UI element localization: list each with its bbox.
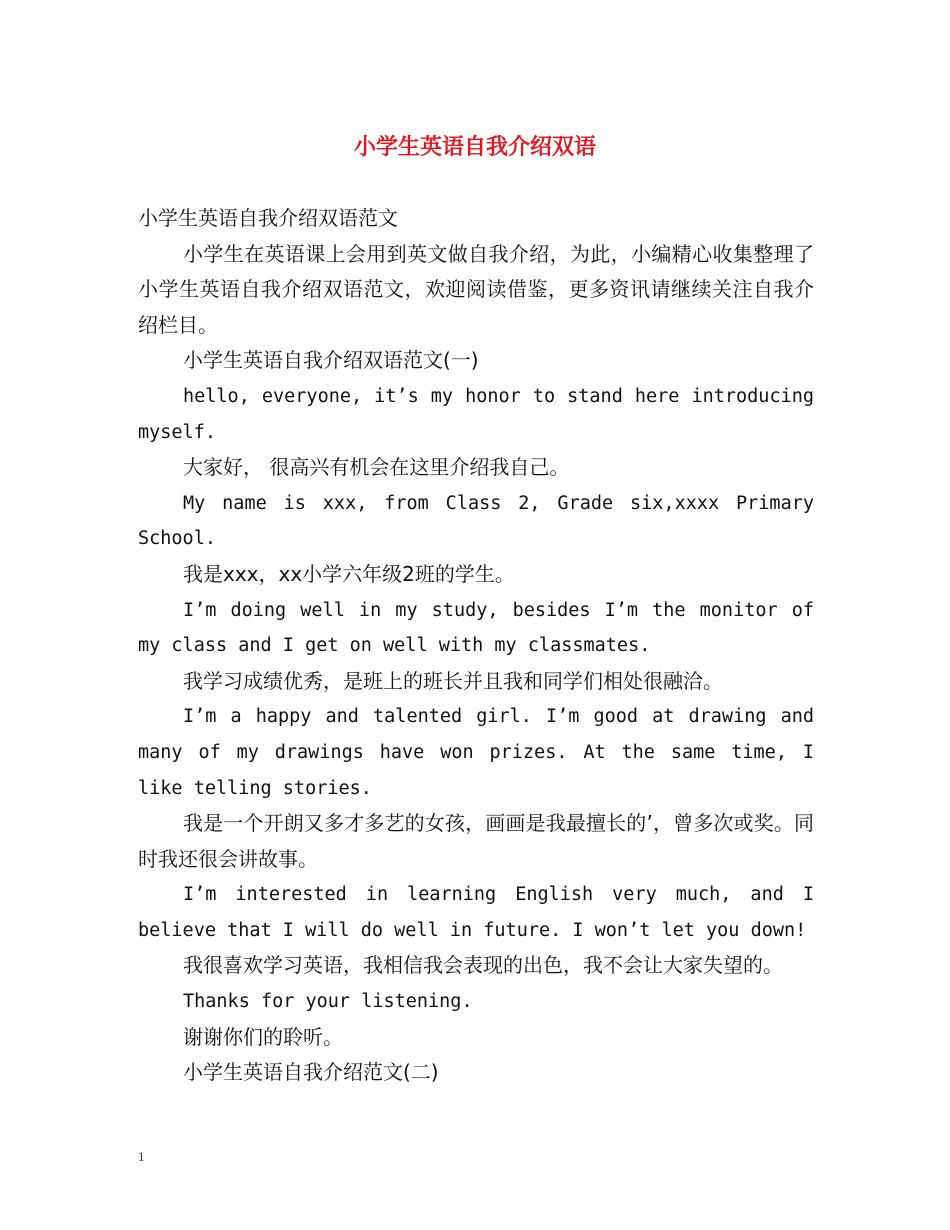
- paragraph: Thanks for your listening.: [183, 991, 473, 1013]
- document-title: 小学生英语自我介绍双语: [353, 135, 596, 160]
- page-number: 1: [138, 1149, 145, 1164]
- paragraph: 小学生英语自我介绍范文(二): [183, 1060, 439, 1085]
- paragraph: 我是一个开朗又多才多艺的女孩，画画是我最擅长的’，曾多次或奖。同时我还很会讲故事。: [138, 811, 814, 871]
- document-body: [138, 201, 814, 1091]
- paragraph: 我学习成绩优秀，是班上的班长并且我和同学们相处很融洽。: [183, 668, 723, 693]
- paragraph: 谢谢你们的聆听。: [183, 1024, 343, 1049]
- paragraph: 小学生英语自我介绍双语范文(一): [183, 348, 479, 373]
- paragraph: 大家好， 很高兴有机会在这里介绍我自己。: [183, 455, 570, 480]
- paragraph: 小学生在英语课上会用到英文做自我介绍，为此，小编精心收集整理了小学生英语自我介绍双语范文，欢迎阅读借鉴，更多资讯请继续关注自我介绍栏目。: [138, 241, 814, 337]
- paragraph: 我是xxx，xx小学六年级2班的学生。: [183, 561, 515, 586]
- paragraph: hello, everyone, it’s my honor to stand here introducing myself.: [138, 385, 814, 443]
- paragraph: I’m interested in learning English very much, and I believe that I will do well in future. I won’t let you down!: [138, 884, 814, 941]
- paragraph: 我很喜欢学习英语，我相信我会表现的出色，我不会让大家失望的。: [183, 953, 783, 978]
- paragraph: My name is xxx, from Class 2, Grade six,xxxx Primary School.: [138, 492, 814, 550]
- paragraph: 小学生英语自我介绍双语范文: [138, 206, 398, 230]
- paragraph: I’m a happy and talented girl. I’m good at drawing and many of my drawings have won prizes. At the same time, I like telling stories.: [138, 706, 814, 799]
- paragraph: I’m doing well in my study, besides I’m the monitor of my class and I get on well with my classmates.: [138, 599, 814, 657]
